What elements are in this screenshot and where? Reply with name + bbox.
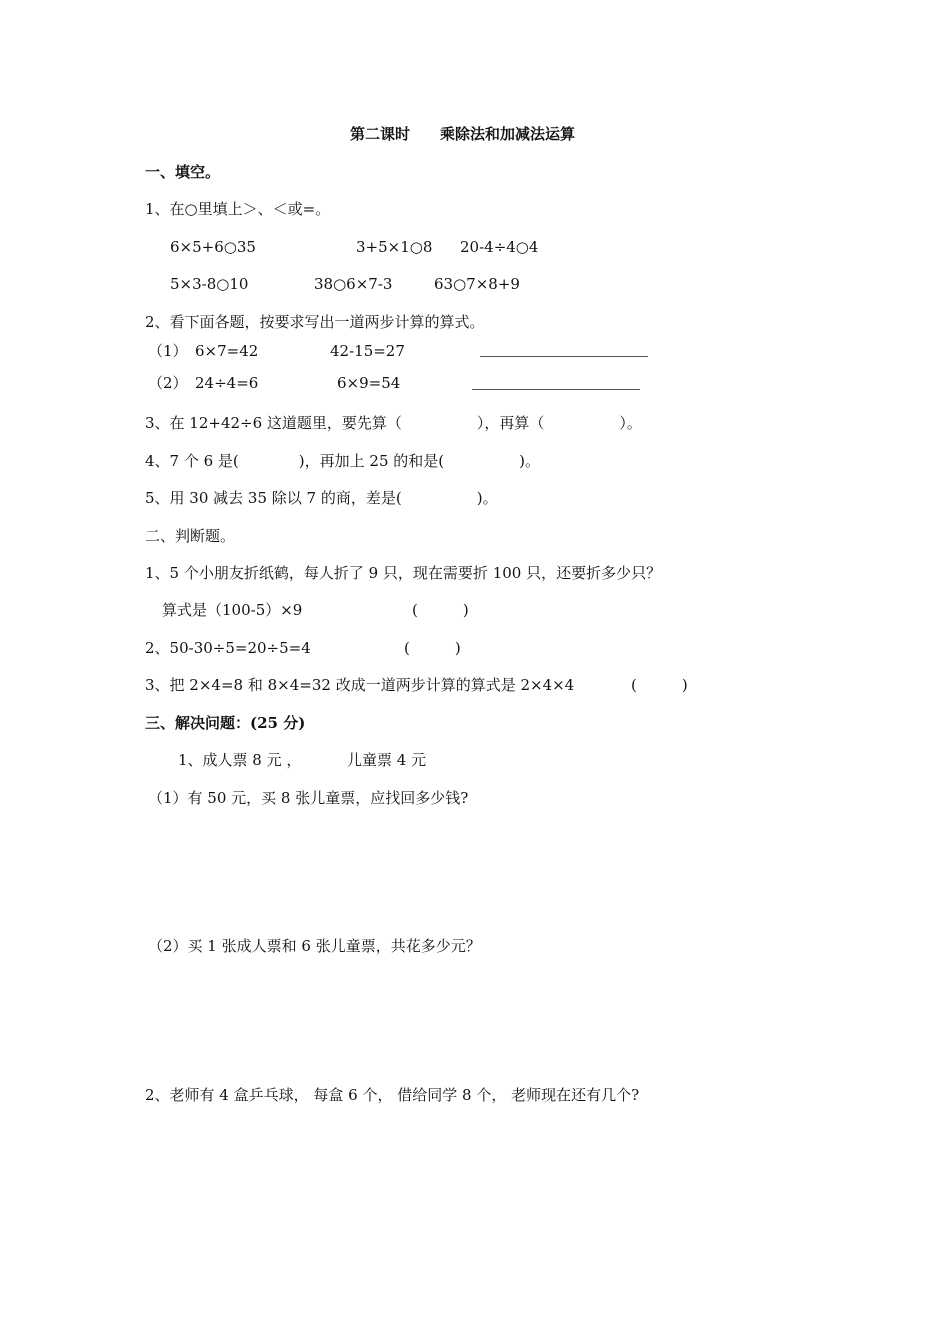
comparison-item: 20-4÷4○4 bbox=[460, 238, 539, 256]
answer-line[interactable] bbox=[480, 356, 648, 357]
item-label: （1） bbox=[148, 342, 188, 360]
answer-parentheses[interactable]: ( ) bbox=[404, 639, 461, 657]
equation: 6×9=54 bbox=[337, 374, 401, 392]
equation: 42-15=27 bbox=[330, 342, 405, 360]
comparison-item: 63○7×8+9 bbox=[434, 275, 520, 293]
comparison-item: 3+5×1○8 bbox=[356, 238, 433, 256]
question-text: 3、把 2×4=8 和 8×4=32 改成一道两步计算的算式是 2×4×4 bbox=[145, 676, 575, 694]
answer-parentheses[interactable]: ( ) bbox=[631, 676, 688, 694]
comparison-item: 6×5+6○35 bbox=[170, 238, 256, 256]
comparison-item: 5×3-8○10 bbox=[170, 275, 249, 293]
equation: 24÷4=6 bbox=[195, 374, 259, 392]
section-heading-fill: 一、填空。 bbox=[145, 163, 221, 181]
problem-info: 1、成人票 8 元 ， bbox=[178, 751, 302, 769]
comparison-item: 38○6×7-3 bbox=[314, 275, 393, 293]
item-label: （2） bbox=[148, 374, 188, 392]
answer-line[interactable] bbox=[472, 389, 640, 390]
question-text: 1、在○里填上＞、＜或=。 bbox=[145, 200, 331, 218]
problem-info: 儿童票 4 元 bbox=[347, 751, 427, 769]
question-text: 2、50-30÷5=20÷5=4 bbox=[145, 639, 311, 657]
question-text: 2、看下面各题，按要求写出一道两步计算的算式。 bbox=[145, 313, 485, 331]
question-text: 2、老师有 4 盒乒乓球， 每盒 6 个， 借给同学 8 个， 老师现在还有几个? bbox=[145, 1086, 640, 1104]
question-text: （1）有 50 元，买 8 张儿童票，应找回多少钱? bbox=[148, 789, 469, 807]
question-text: （2）买 1 张成人票和 6 张儿童票，共花多少元？ bbox=[148, 937, 481, 955]
question-text: 4、7 个 6 是( )，再加上 25 的和是( )。 bbox=[145, 452, 540, 470]
equation: 6×7=42 bbox=[195, 342, 259, 360]
answer-parentheses[interactable]: ( ) bbox=[412, 601, 469, 619]
section-heading-solve: 三、解决问题：(25 分) bbox=[145, 714, 306, 732]
question-text: 5、用 30 减去 35 除以 7 的商，差是( )。 bbox=[145, 489, 498, 507]
question-text: 1、5 个小朋友折纸鹤，每人折了 9 只，现在需要折 100 只，还要折多少只？ bbox=[145, 564, 662, 582]
question-text: 3、在 12+42÷6 这道题里，要先算（ ），再算（ ）。 bbox=[145, 414, 642, 432]
formula-text: 算式是（100-5）×9 bbox=[162, 601, 303, 619]
page-title: 第二课时 乘除法和加减法运算 bbox=[350, 125, 576, 143]
section-heading-judge: 二、判断题。 bbox=[145, 527, 236, 545]
